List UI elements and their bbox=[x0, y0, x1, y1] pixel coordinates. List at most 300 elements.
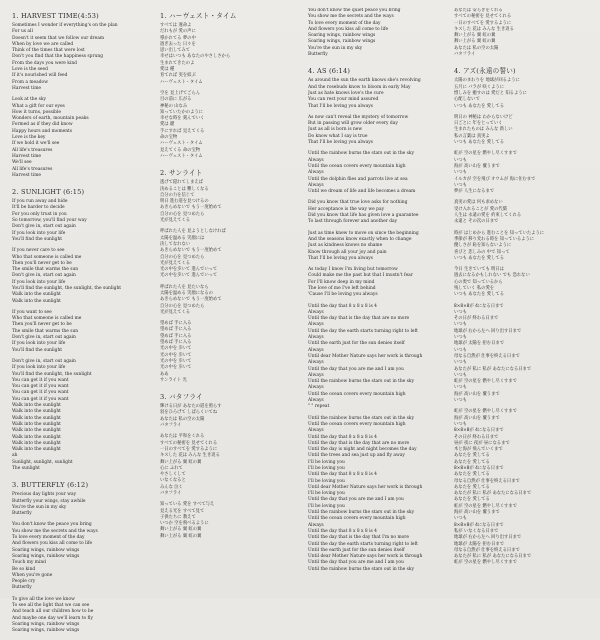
lyric-line: 神秘の 山なみ bbox=[160, 103, 188, 109]
lyric-line: If you run away and hide bbox=[12, 199, 68, 205]
stanza bbox=[12, 199, 158, 243]
lyric-line: Until the trees and sea just up and fly away bbox=[308, 453, 405, 459]
lyric-line: キスした 花は みんな 生き返る bbox=[160, 453, 220, 459]
lyric-line: Always bbox=[308, 170, 324, 176]
lyric-line: The love of me I've left behind bbox=[308, 285, 376, 291]
stanza-gap bbox=[308, 58, 454, 63]
lyric-line: You can get it if you want bbox=[12, 377, 69, 383]
lyric-line: あきらめないで もう一度始めて bbox=[160, 248, 222, 254]
lyric-line: Just as hate knows love's the cure bbox=[308, 90, 384, 96]
song-block bbox=[160, 393, 306, 545]
stanza bbox=[12, 492, 158, 517]
lyric-line: いつも bbox=[454, 421, 467, 427]
lyric-line: 残していく 私の愛を bbox=[454, 285, 495, 291]
lyric-line: Until the day the earth starts turning right to left bbox=[308, 328, 418, 334]
stanza-gap bbox=[12, 472, 158, 477]
lyric-line: Until the dolphin flies and parrots live at sea bbox=[308, 176, 408, 182]
lyric-line: Just as time knew to move on since the beginning bbox=[308, 230, 419, 236]
lyric-line: 今日 生きていても 明日は bbox=[454, 267, 504, 273]
lyric-line: やさしくして bbox=[160, 472, 186, 478]
lyric-line: I'll be loving you bbox=[308, 503, 345, 509]
stanza-gap bbox=[12, 635, 158, 640]
lyric-line: いつも bbox=[454, 322, 467, 328]
lyric-line: Walk into the sunlight bbox=[12, 447, 61, 453]
stanza-gap bbox=[454, 58, 594, 63]
lyric-line: Until the rainbow burns the stars out in the sky bbox=[308, 415, 415, 421]
lyric-line: For you only trust in you bbox=[12, 211, 67, 217]
lyric-line: Walk into the sunlight bbox=[12, 434, 61, 440]
lyric-line: 逃げて隠れてしまえば bbox=[160, 180, 203, 186]
lyric-line: 地球が 右から左へ 回り出す日まで bbox=[454, 328, 522, 334]
lyric-line: 過ぎ去った 日々を bbox=[160, 41, 196, 47]
stanza-gap bbox=[160, 384, 306, 389]
lyric-line: 呼ばれた人を 見たいなら bbox=[160, 284, 209, 290]
lyric-line: いつも bbox=[454, 372, 467, 378]
lyric-line: Wonders of earth, mountain peaks bbox=[12, 116, 89, 122]
lyric-line: みんな 泣く bbox=[160, 484, 183, 490]
lyric-line: バタフライ bbox=[160, 423, 182, 429]
lyric-line: Until the day that 8 x 8 x 8 is 4 bbox=[308, 303, 377, 309]
lyric-line: 舞い上がる 翼 虹の翼 bbox=[454, 39, 496, 45]
lyric-line: 8×8×8が 4になる日まで bbox=[454, 466, 504, 471]
lyric-line: Soaring wings, rainbow wings bbox=[12, 621, 80, 627]
stanza bbox=[160, 180, 306, 224]
lyric-line: Soaring wings, rainbow wings bbox=[308, 33, 376, 39]
lyric-line: だれもが 愛の声に bbox=[160, 29, 196, 35]
lyric-line: 8×8×8が 4になる日まで bbox=[454, 303, 504, 309]
lyric-line: You're the sun in my sky bbox=[12, 504, 67, 510]
lyric-line: Walk into the sunlight bbox=[12, 292, 61, 298]
lyric-line: That I'll be loving you always bbox=[308, 255, 373, 261]
song-block bbox=[12, 481, 158, 639]
stanza bbox=[12, 359, 158, 472]
lyric-line: 心の奥で 知っているから bbox=[454, 279, 503, 285]
lyric-line: 明日の 神秘は わからないけど bbox=[454, 114, 513, 120]
lyric-line: Always bbox=[308, 347, 324, 353]
lyric-line: Precious day lights your way bbox=[12, 492, 77, 498]
stanza bbox=[308, 267, 454, 298]
lyric-line: Always bbox=[308, 182, 324, 188]
lyric-line: 舞い上がる 翼 虹の翼 bbox=[160, 533, 202, 539]
stanza bbox=[160, 285, 306, 316]
lyric-line: Always bbox=[308, 309, 324, 315]
lyric-line: You'll find the sunlight bbox=[12, 236, 63, 242]
lyric-line: To last through forever and another day bbox=[308, 219, 398, 225]
lyric-line: 海が 高い山を 覆うまで bbox=[454, 163, 500, 169]
lyric-line: いつも あなたを 愛してる bbox=[454, 103, 504, 109]
lyric-line: 心に ふれて bbox=[160, 465, 183, 471]
lyric-line: Until the day that 8 x 8 x 8 is 4 bbox=[308, 528, 377, 534]
stanza bbox=[454, 267, 594, 298]
song-title: 2. SUNLIGHT (6:15) bbox=[12, 188, 85, 197]
lyric-line: You can get it if you want bbox=[12, 396, 69, 402]
lyric-line: You'll find the sunlight, the sunlight, the sunlight bbox=[12, 285, 122, 291]
lyric-line: あきらめないで もう一度始めて bbox=[160, 297, 222, 303]
stanza bbox=[308, 78, 454, 109]
lyric-line: Always bbox=[308, 428, 324, 434]
stanza bbox=[160, 434, 306, 497]
lyric-line: その日が 終わる日まで bbox=[454, 434, 499, 440]
stanza bbox=[454, 409, 594, 566]
lyric-line: あなたが 私に 私が あなたになる日まで bbox=[454, 366, 532, 372]
lyric-line: すべては 運命よ bbox=[160, 23, 192, 28]
lyric-line: 導かれてる 夢の中 bbox=[160, 35, 196, 41]
lyric-line: 決めることは 難しくなる bbox=[160, 186, 209, 192]
stanza bbox=[12, 310, 158, 354]
song-block bbox=[12, 188, 158, 477]
lyric-line: Did you know that life has given love a guarantee bbox=[308, 213, 419, 219]
lyric-line: You can get it if you want bbox=[12, 390, 69, 396]
lyric-line: いなくなると bbox=[160, 478, 186, 484]
lyric-line: 地球が 太陽を 拒む日まで bbox=[454, 341, 504, 347]
lyric-line: The smile that warms the sun bbox=[12, 328, 79, 334]
lyric-line: すべての秘密を 見せてくれる bbox=[160, 440, 218, 446]
lyric-line: いつも bbox=[454, 335, 467, 341]
lyric-line: キスした 花は みんな 生き返る bbox=[454, 26, 514, 32]
lyric-line: いつも あなたを 愛してる bbox=[454, 292, 504, 298]
stanza bbox=[308, 304, 454, 411]
lyric-line: いつも bbox=[454, 170, 467, 176]
lyric-line: Her acceptance is the way we pay bbox=[308, 206, 385, 212]
lyric-line: あなたが 私に 私が あなたになる日まで bbox=[454, 554, 532, 560]
lyric-line: バタフライ bbox=[454, 52, 476, 58]
lyric-line: As now can't reveal the mystery of tomorrow bbox=[308, 114, 409, 120]
lyric-line: From a meadow bbox=[12, 79, 48, 85]
stanza bbox=[308, 416, 454, 573]
lyric-line: Until the day that you are me and I am you bbox=[308, 497, 404, 503]
lyric-line: If you want to see bbox=[12, 309, 52, 315]
lyric-line: いつも bbox=[454, 157, 467, 163]
lyric-line: You show me the secrets and the ways bbox=[12, 528, 98, 534]
lyric-line: Until the day that is the day that are no more bbox=[308, 440, 410, 446]
lyric-line: I'll be loving you bbox=[308, 491, 345, 497]
lyric-line: いつも bbox=[454, 516, 467, 522]
lyric-line: Harvest time bbox=[12, 153, 41, 159]
stanza bbox=[308, 200, 454, 225]
lyric-line: 虹が 空の星を 燃やし尽くすまで bbox=[454, 409, 517, 415]
lyric-line: あなたを 愛してる bbox=[454, 459, 490, 465]
lyric-line: ハーヴェスト・タイム bbox=[160, 153, 203, 159]
lyric-line: 人生は 永遠の愛を 約束してくれる bbox=[454, 213, 522, 219]
stanza bbox=[454, 151, 594, 195]
lyric-line: 母なる自然が 仕事を終える日まで bbox=[454, 547, 520, 553]
lyric-line: Soaring wings, rainbow wings bbox=[12, 553, 80, 559]
lyric-line: ああ bbox=[160, 371, 169, 377]
song-title: 4. AS (6:14) bbox=[308, 67, 351, 76]
lyric-line: 愛は 種 bbox=[160, 67, 175, 73]
lyric-line: Until the day is night and night becomes the day bbox=[308, 447, 417, 453]
lyric-line: You don't know the peace you bring bbox=[12, 522, 92, 528]
lyric-line: 真実の愛は 何も求めない bbox=[454, 200, 503, 206]
lyric-line: あなたは 私の空の太陽 bbox=[454, 45, 499, 51]
lyric-line: If you look into your life bbox=[12, 341, 66, 347]
lyric-line: 昼が 夜に 夜が 昼になるまで bbox=[454, 440, 510, 446]
stanza bbox=[160, 229, 306, 279]
lyric-line: Until dear Mother Nature says her work is through bbox=[308, 353, 423, 359]
lyric-line: Until the ocean covers every mountain high bbox=[308, 391, 406, 397]
stanza bbox=[12, 97, 158, 179]
lyric-line: 望めば 手に入る bbox=[160, 321, 192, 327]
lyric-line: 幸せな時を 刻んでいく bbox=[160, 116, 205, 122]
lyric-line: 自分の心を 見つめたら bbox=[160, 303, 205, 309]
lyric-line: 知っていたかのように bbox=[160, 109, 203, 115]
lyric-line: If it's nourished will feed bbox=[12, 73, 68, 79]
lyric-line: Soaring wings, rainbow wings bbox=[12, 547, 80, 553]
lyric-line: Always bbox=[308, 522, 324, 528]
lyric-line: That I'll be loving you always bbox=[308, 140, 373, 146]
song-block bbox=[160, 169, 306, 389]
lyric-line: 育てれば 実を結ぶ bbox=[160, 73, 196, 79]
lyric-line: 日ごとに 年をとっていく bbox=[454, 121, 503, 127]
lyric-line: 地球が 太陽を 拒む日まで bbox=[454, 541, 504, 547]
lyric-line: 見える光を すべて見て bbox=[160, 508, 205, 514]
stanza-gap bbox=[454, 567, 594, 572]
lyric-line: 海が 高い山を 覆うまで bbox=[454, 391, 500, 397]
lyric-line: 望めば 手に入る bbox=[160, 327, 192, 333]
lyric-line: To love every moment of the day bbox=[308, 20, 381, 26]
lyric-line: 受け入れることが 愛の代償 bbox=[454, 206, 507, 212]
lyric-line: You're the sun in my sky bbox=[308, 45, 363, 51]
lyric-line: 8×8×8が 4になる日まで bbox=[454, 522, 504, 528]
song-block bbox=[308, 67, 454, 578]
lyric-line: To love every moment of the day bbox=[12, 535, 85, 541]
lyric-line: Don't give in, start out again bbox=[12, 273, 76, 279]
lyric-line: 太陽を温める 笑顔になるの bbox=[160, 290, 213, 296]
stanza bbox=[12, 23, 158, 92]
lyric-line: All life's treasures bbox=[12, 147, 53, 153]
lyric-line: If you never care to see bbox=[12, 248, 65, 254]
lyric-line: 虹が 空の星を 燃やし尽くすまで bbox=[454, 379, 517, 385]
song-title: 3. BUTTERFLY (6:12) bbox=[12, 481, 89, 490]
lyric-line: I'll be loving you bbox=[308, 466, 345, 471]
lyric-line: And flowers you kiss all come to life bbox=[308, 26, 389, 32]
lyric-line: Until the day that is the day that are no more bbox=[308, 316, 410, 322]
lyric-line: あなたを 愛してる bbox=[454, 484, 490, 490]
lyric-line: 一日のすべてを 愛するように bbox=[160, 446, 218, 452]
lyric-line: Just as kindness knows no shame bbox=[308, 243, 383, 249]
stanza bbox=[308, 151, 454, 195]
lyric-line: いつも bbox=[454, 398, 467, 404]
lyric-line: 光が見えてくる bbox=[160, 260, 191, 266]
lyrics-column-3 bbox=[308, 8, 454, 578]
lyric-line: You'll find the sunlight, the sunlight bbox=[12, 371, 92, 377]
lyric-line: To give all the love we know bbox=[12, 596, 75, 602]
stanza bbox=[308, 8, 454, 58]
lyric-line: 決してなれない bbox=[160, 241, 191, 247]
lyric-line: 木と海が 飛んでいくまで bbox=[454, 447, 503, 453]
lyric-line: It'll be harder to decide bbox=[12, 205, 65, 211]
lyric-line: イルカが 空を飛び オウムが 海に住むまで bbox=[454, 176, 536, 182]
lyric-line: 優しさが 恥を知らないように bbox=[454, 243, 512, 249]
lyric-line: Until the ocean covers every mountain high bbox=[308, 516, 406, 522]
lyric-line: Who that someone is called me bbox=[12, 254, 82, 260]
lyric-line: あなたは 安らぎをくれる bbox=[454, 8, 503, 13]
lyric-line: 光の中を 歩いて bbox=[160, 365, 192, 371]
lyric-line: 太陽を温める 笑顔には bbox=[160, 235, 205, 241]
lyric-line: Sometimes I wonder if everything's on the plan bbox=[12, 23, 118, 28]
lyric-line: 光の中を 歩いて bbox=[160, 346, 192, 352]
lyric-line: For I'll know deep in my mind bbox=[308, 279, 375, 285]
lyric-line: あなたを 愛してる bbox=[454, 472, 490, 478]
lyric-line: What a gift for our eyes bbox=[12, 103, 65, 109]
lyric-line: Who that someone is called me bbox=[12, 316, 82, 322]
lyric-line: ハーヴェスト・タイム bbox=[160, 79, 203, 85]
lyric-line: Until the rainbow burns the stars out in the sky bbox=[308, 151, 415, 157]
lyric-line: いつも bbox=[454, 385, 467, 391]
stanza bbox=[12, 248, 158, 305]
lyrics-column-4 bbox=[454, 8, 594, 572]
lyric-line: 憎しみを 癒すのは 愛だと 知るように bbox=[454, 90, 527, 96]
stanza bbox=[160, 404, 306, 429]
lyric-line: And the rosebuds know to bloom in early May bbox=[308, 84, 411, 90]
lyric-line: Until the rainbow burns the stars out in the sky bbox=[308, 510, 415, 516]
lyric-line: 空を 見上げてごらん bbox=[160, 90, 201, 96]
lyric-line: You can rest your mind assured bbox=[308, 97, 379, 103]
lyric-line: Until the ocean covers every mountain high bbox=[308, 421, 406, 427]
lyric-line: Love is the key bbox=[12, 135, 46, 141]
lyric-line: Be so kind bbox=[12, 566, 36, 572]
lyric-line: 母なる自然が 仕事を終える日まで bbox=[454, 353, 520, 359]
lyric-line: 呼ばれた人を 見ようとしなければ bbox=[160, 229, 226, 235]
lyric-line: Walk into the sunlight bbox=[12, 440, 61, 446]
lyric-line: 自分の心を 見つめたら bbox=[160, 254, 205, 260]
lyric-line: 明日 進む道を見つけるの bbox=[160, 199, 209, 205]
lyric-line: 愛は 鍵 bbox=[160, 122, 175, 128]
lyric-line: Then you'll never get to be bbox=[12, 260, 72, 266]
song-title: 1. HARVEST TIME(4:53) bbox=[12, 12, 99, 20]
lyric-line: 光が見えてくる bbox=[160, 218, 191, 224]
song-title: 1. ハーヴェスト・タイム bbox=[160, 12, 237, 20]
lyric-line: Always bbox=[308, 385, 324, 391]
lyric-line: Think of the times that were lost bbox=[12, 48, 85, 54]
lyric-line: 太陽のまわりを 地球が回るように bbox=[454, 78, 520, 84]
lyric-line: Touch my mind bbox=[12, 560, 46, 566]
lyric-line: When you're gone bbox=[12, 572, 53, 578]
lyric-line: And the seasons know exactly when to change bbox=[308, 236, 412, 242]
song-block bbox=[454, 67, 594, 571]
stanza bbox=[12, 597, 158, 635]
lyric-line: 海が 高い山を 覆うまで bbox=[454, 415, 500, 421]
lyric-line: あなたは 平和をくれる bbox=[160, 434, 205, 440]
lyric-line: If we hold it we'll see bbox=[12, 141, 60, 147]
lyric-line: People cry bbox=[12, 579, 36, 585]
lyric-line: 虹が 空の星を 燃やし尽くすまで bbox=[454, 151, 517, 157]
lyric-line: Love is the seed bbox=[12, 67, 48, 73]
lyric-line: Walk into the sunlight bbox=[12, 403, 61, 409]
lyric-line: How it turns, possible bbox=[12, 109, 61, 115]
lyric-line: 喜びと 悲しみの 中で 知って bbox=[454, 249, 510, 255]
lyric-line: Always bbox=[308, 322, 324, 328]
lyric-line: 輝ける日が あなたの道を照らす bbox=[160, 404, 222, 410]
lyric-line: Walk into the sunlight bbox=[12, 409, 61, 415]
lyric-line: Until the day that 8 x 8 x 8 is 4 bbox=[308, 434, 377, 440]
lyric-line: あなたは 私の空の太陽 bbox=[160, 416, 205, 422]
lyric-line: あなたが 私に 私が あなたになる日まで bbox=[454, 491, 532, 497]
lyric-line: いつも あなたを 愛してる bbox=[454, 255, 504, 261]
song-block bbox=[308, 8, 454, 63]
lyric-line: いつも bbox=[454, 182, 467, 188]
lyric-line: Just as all is born is new bbox=[308, 127, 363, 133]
lyric-line: Walk into the sunlight bbox=[12, 415, 61, 421]
lyric-line: And maybe one day we'll learn to fly bbox=[12, 615, 93, 621]
lyric-line: サンライト 光 bbox=[160, 377, 187, 383]
stanza bbox=[454, 115, 594, 146]
lyric-line: 光が見えてくる bbox=[160, 309, 191, 315]
lyric-line: 光の中を歩いて 進んでいって bbox=[160, 267, 218, 273]
lyric-line: 母なる自然が 仕事を終える日まで bbox=[454, 478, 520, 484]
lyric-line: 虹が 空の星を 燃やし尽くすまで bbox=[454, 560, 517, 566]
lyric-line: Butterfly bbox=[12, 585, 32, 591]
lyric-line: ah bbox=[12, 453, 18, 459]
lyric-line: 夢が 人生になるまで bbox=[454, 189, 495, 195]
lyric-line: いつも あなたを 愛してる bbox=[454, 140, 504, 146]
stanza bbox=[454, 78, 594, 109]
lyric-line: Happy hours and moments bbox=[12, 128, 73, 134]
lyric-line: 知っている 愛を すべて与え bbox=[160, 502, 215, 508]
lyric-line: Butterfly your wings, stay awhile bbox=[12, 498, 86, 504]
lyric-line: 私が いなくなる日まで bbox=[454, 528, 499, 534]
stanza-gap bbox=[12, 179, 158, 184]
stanza bbox=[454, 304, 594, 405]
stanza-gap bbox=[160, 160, 306, 165]
lyric-line: あきらめないで もう一度始めて bbox=[160, 205, 222, 211]
lyric-line: 羽をひろげて しばらくいてね bbox=[160, 410, 218, 416]
lyrics-column-1 bbox=[12, 8, 158, 640]
lyric-line: 舞い上がる 翼 虹の翼 bbox=[160, 527, 202, 533]
lyric-line: Until dear Mother Nature says her work is through bbox=[308, 484, 423, 490]
lyric-line: Until the rainbow burns the stars out in the sky bbox=[308, 379, 415, 385]
lyric-line: いつも bbox=[454, 309, 467, 315]
lyric-line: The sunlight bbox=[12, 466, 40, 471]
stanza bbox=[160, 91, 306, 160]
lyric-line: You can get it if you want bbox=[12, 384, 69, 390]
lyric-line: いつも bbox=[454, 347, 467, 353]
lyric-line: Until we dream of life and life becomes a dream bbox=[308, 189, 416, 195]
lyric-line: 'Cause I'll be loving you always bbox=[308, 292, 378, 298]
lyric-line: But in passing will grow older every day bbox=[308, 121, 398, 127]
lyric-line: Until the ocean covers every mountain high bbox=[308, 163, 406, 169]
lyric-line: Until the rainbow burns the stars out in the sky bbox=[308, 566, 415, 572]
lyric-line: Don't you find that the happiness sprung bbox=[12, 54, 104, 60]
lyric-line: As today I know I'm living but tomorrow bbox=[308, 267, 398, 273]
lyric-line: Always bbox=[308, 157, 324, 163]
lyric-line: 海が 高い山を 覆うまで bbox=[454, 510, 500, 516]
lyric-line: If you look into your life bbox=[12, 365, 66, 371]
lyric-line: Until dear Mother Nature says her work is through bbox=[308, 554, 423, 560]
stanza bbox=[454, 200, 594, 225]
song-title: 4. アズ(永遠の誓い) bbox=[454, 67, 516, 76]
lyric-line: You'll find the sunlight bbox=[12, 347, 63, 353]
lyric-line: Could make me the past but that I mustn't fear bbox=[308, 273, 413, 279]
stanza bbox=[160, 23, 306, 86]
stanza bbox=[160, 321, 306, 384]
lyric-line: " " repeat bbox=[308, 404, 330, 410]
lyric-line: Sunlight, sunlight, sunlight bbox=[12, 459, 73, 465]
lyric-line: 光の中を 歩いて bbox=[160, 352, 192, 358]
lyric-line: 舞い上がる 翼 虹の翼 bbox=[454, 33, 496, 39]
lyric-line: Always bbox=[308, 335, 324, 341]
lyric-line: Walk into the sunlight bbox=[12, 428, 61, 434]
lyric-line: 望めば 手に入る bbox=[160, 340, 192, 346]
lyric-line: 舞い上がる 翼 虹の翼 bbox=[160, 459, 202, 465]
lyric-line: あなたを 愛してる bbox=[454, 453, 490, 459]
lyric-line: Until the day that you are me and I am you bbox=[308, 560, 404, 566]
lyric-line: 季節が 移り変わる時を 知っているように bbox=[454, 236, 535, 242]
lyric-line: And teach all our children how to be bbox=[12, 609, 94, 615]
lyric-line: Do know what I say is true bbox=[308, 133, 368, 139]
lyric-line: From the days you were kind bbox=[12, 60, 77, 66]
lyric-line: 望めば 手に入る bbox=[160, 333, 192, 339]
